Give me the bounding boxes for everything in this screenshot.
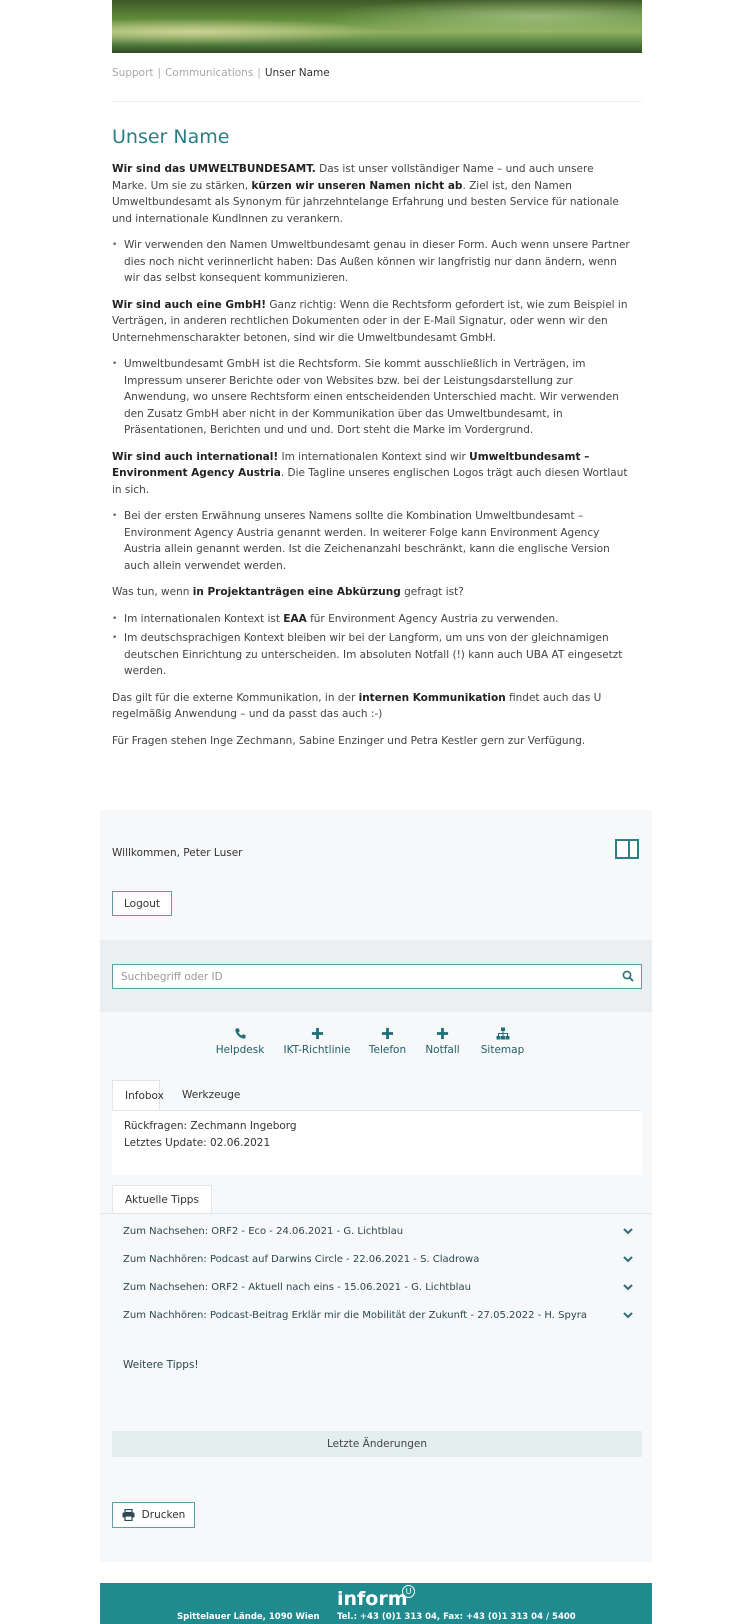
footer bbox=[100, 1583, 652, 1624]
tip-link[interactable]: Zum Nachsehen: ORF2 - Eco - 24.06.2021 - G. Lichtblau bbox=[123, 1225, 404, 1237]
more-tips-link[interactable]: Weitere Tipps! bbox=[123, 1359, 199, 1371]
quicklink-ikt-richtlinie[interactable] bbox=[277, 1027, 357, 1056]
text: Ganz richtig: Wenn die Rechtsform gefordert ist, wie zum Beispiel in Verträgen, in anderen rechtlichen Dokumenten oder in der E-Mail Signatur, oder wenn wir den Unternehmenscharakter betonen, sind wir die Umweltbundesamt GmbH. bbox=[112, 298, 628, 344]
tip-item[interactable] bbox=[123, 1245, 633, 1273]
logout-button[interactable]: Logout bbox=[112, 891, 172, 916]
tip-item[interactable] bbox=[123, 1301, 633, 1329]
strong-text: Wir sind auch international! bbox=[112, 450, 279, 463]
chevron-down-icon[interactable] bbox=[623, 1228, 633, 1235]
tip-item[interactable] bbox=[123, 1217, 633, 1245]
paragraph bbox=[112, 297, 632, 347]
strong-text: Wir sind das UMWELTBUNDESAMT. bbox=[112, 163, 316, 175]
breadcrumb-item-communications[interactable]: Communications bbox=[165, 67, 254, 79]
quicklink-telefon[interactable] bbox=[365, 1027, 410, 1056]
footer-logo-badge: U bbox=[402, 1585, 415, 1598]
list-item: • Wir verwenden den Namen Umweltbundesamt genau in dieser Form. Auch wenn unsere Partner dies noch nicht verinnerlicht haben: Das Außen können wir langfristig nur dann ändern, wenn wir das selbst konsequent kommunizieren. bbox=[112, 237, 632, 287]
strong-text: Umweltbundesamt – Environment Agency Austria bbox=[112, 450, 590, 479]
bullet-list bbox=[112, 508, 632, 574]
quicklinks bbox=[200, 1027, 560, 1072]
recent-changes-button[interactable]: Letzte Änderungen bbox=[112, 1431, 642, 1457]
search-input[interactable] bbox=[113, 966, 609, 989]
quicklink-label: Notfall bbox=[425, 1044, 460, 1056]
text: Im internationalen Kontext ist bbox=[124, 612, 284, 625]
tip-link[interactable]: Zum Nachhören: Podcast-Beitrag Erklär mir die Mobilität der Zukunft - 27.05.2022 - H. Spyra bbox=[123, 1309, 587, 1321]
quicklink-label: Helpdesk bbox=[215, 1044, 265, 1056]
bullet-list bbox=[112, 356, 632, 439]
chevron-down-icon[interactable] bbox=[623, 1284, 633, 1291]
divider bbox=[112, 101, 642, 102]
paragraph bbox=[112, 449, 632, 499]
quicklink-helpdesk[interactable] bbox=[210, 1027, 270, 1056]
text: Was tun, wenn bbox=[112, 586, 193, 598]
tip-item[interactable] bbox=[123, 1273, 633, 1301]
quicklink-label: IKT-Richtlinie bbox=[283, 1044, 351, 1056]
phone-icon bbox=[234, 1027, 247, 1040]
quicklink-label: Telefon bbox=[368, 1044, 407, 1056]
layout-toggle-icon[interactable] bbox=[615, 839, 639, 859]
article-body bbox=[112, 161, 632, 759]
text: Das ist unser vollständiger Name – und auch unsere Marke. Um sie zu stärken, bbox=[112, 163, 594, 192]
paragraph bbox=[112, 690, 632, 723]
breadcrumb-item-support[interactable]: Support bbox=[112, 67, 154, 79]
sitemap-icon bbox=[496, 1027, 510, 1040]
tab-infobox[interactable]: Infobox bbox=[112, 1080, 160, 1110]
paragraph bbox=[112, 161, 632, 227]
print-label: Drucken bbox=[141, 1509, 186, 1521]
list-item: • Umweltbundesamt GmbH ist die Rechtsform. Sie kommt ausschließlich in Verträgen, im Impressum unserer Berichte oder von Websites bzw. bei der Leistungsdarstellung zur Anwendung, wo unsere Rechtsform einen entscheidenden Unterschied macht. Wir verwenden den Zusatz GmbH aber nicht in der Kommunikation über das Umweltbundesamt, in Präsentationen, Berichten und und und. Dort steht die Marke im Vordergrund. bbox=[112, 356, 632, 439]
tab-aktuelle-tipps[interactable]: Aktuelle Tipps bbox=[112, 1185, 212, 1213]
paragraph: Für Fragen stehen Inge Zechmann, Sabine Enzinger und Petra Kestler gern zur Verfügung. bbox=[112, 734, 586, 747]
search-icon[interactable] bbox=[622, 970, 634, 982]
quicklink-sitemap[interactable] bbox=[475, 1027, 530, 1056]
infobox-panel bbox=[112, 1111, 642, 1175]
text: findet auch das U regelmäßig Anwendung – und da passt das auch :-) bbox=[112, 691, 602, 720]
plus-icon bbox=[436, 1027, 449, 1040]
text: Das gilt für die externe Kommunikation, in der bbox=[112, 691, 359, 704]
strong-text: internen Kommunikation bbox=[358, 691, 506, 704]
page-title: Unser Name bbox=[112, 126, 230, 148]
text: für Environment Agency Austria zu verwenden. bbox=[306, 612, 559, 625]
strong-text: EAA bbox=[283, 612, 307, 625]
breadcrumb-current: Unser Name bbox=[264, 67, 330, 79]
tip-link[interactable]: Zum Nachsehen: ORF2 - Aktuell nach eins - 15.06.2021 - G. Lichtblau bbox=[123, 1281, 471, 1293]
bullet-list bbox=[112, 237, 632, 287]
search-field[interactable] bbox=[112, 964, 642, 989]
quicklink-notfall[interactable] bbox=[420, 1027, 465, 1056]
breadcrumb-separator: | bbox=[257, 67, 261, 79]
list-item: • Im deutschsprachigen Kontext bleiben wir bei der Langform, um uns von der gleichnamigen deutschen Einrichtung zu unterscheiden. Im absoluten Notfall (!) kann auch UBA AT eingesetzt werden. bbox=[112, 630, 632, 680]
text: . Ziel ist, den Namen Umweltbundesamt als Synonym für jahrzehntelange Erfahrung und besten Service für nationale und internationale KundInnen zu verankern. bbox=[112, 179, 619, 225]
welcome-text: Willkommen, Peter Luser bbox=[112, 847, 243, 859]
breadcrumb-separator: | bbox=[157, 67, 162, 79]
footer-address: Spittelauer Lände, 1090 Wien bbox=[177, 1612, 320, 1622]
plus-icon bbox=[381, 1027, 394, 1040]
print-button[interactable] bbox=[112, 1502, 195, 1528]
text: gefragt ist? bbox=[400, 586, 464, 598]
breadcrumb bbox=[112, 67, 330, 79]
infobox-updated: Letztes Update: 02.06.2021 bbox=[124, 1137, 271, 1149]
strong-text: kürzen wir unseren Namen nicht ab bbox=[251, 179, 463, 192]
quicklink-label: Sitemap bbox=[480, 1044, 525, 1056]
chevron-down-icon[interactable] bbox=[623, 1256, 633, 1263]
list-item: • Bei der ersten Erwähnung unseres Namens sollte die Kombination Umweltbundesamt –Environment Agency Austria genannt werden. In weiterer Folge kann Environment Agency Austria allein genannt werden. Ist die Zeichenanzahl beschränkt, kann die englische Version auch allein verwendet werden. bbox=[112, 508, 632, 574]
strong-text: in Projektanträgen eine Abkürzung bbox=[192, 586, 401, 598]
divider bbox=[100, 1213, 652, 1214]
plus-icon bbox=[311, 1027, 324, 1040]
text: Im internationalen Kontext sind wir bbox=[278, 450, 470, 463]
list-item bbox=[112, 611, 632, 628]
sidebar-tabs bbox=[112, 1080, 642, 1110]
text: . Die Tagline unseres englischen Logos trägt auch diesen Wortlaut in sich. bbox=[112, 467, 628, 496]
tip-link[interactable]: Zum Nachhören: Podcast auf Darwins Circle - 22.06.2021 - S. Cladrowa bbox=[123, 1253, 480, 1265]
paragraph bbox=[112, 584, 632, 601]
tab-werkzeuge[interactable]: Werkzeuge bbox=[182, 1089, 241, 1101]
footer-logo: inform bbox=[337, 1588, 408, 1610]
bullet-list bbox=[112, 611, 632, 680]
infobox-contact: Rückfragen: Zechmann Ingeborg bbox=[124, 1120, 297, 1132]
chevron-down-icon[interactable] bbox=[623, 1312, 633, 1319]
printer-icon bbox=[122, 1509, 135, 1521]
header-banner-image bbox=[112, 0, 642, 53]
strong-text: Wir sind auch eine GmbH! bbox=[112, 298, 267, 311]
footer-phone: Tel.: +43 (0)1 313 04, Fax: +43 (0)1 313 04 / 5400 bbox=[337, 1612, 576, 1622]
